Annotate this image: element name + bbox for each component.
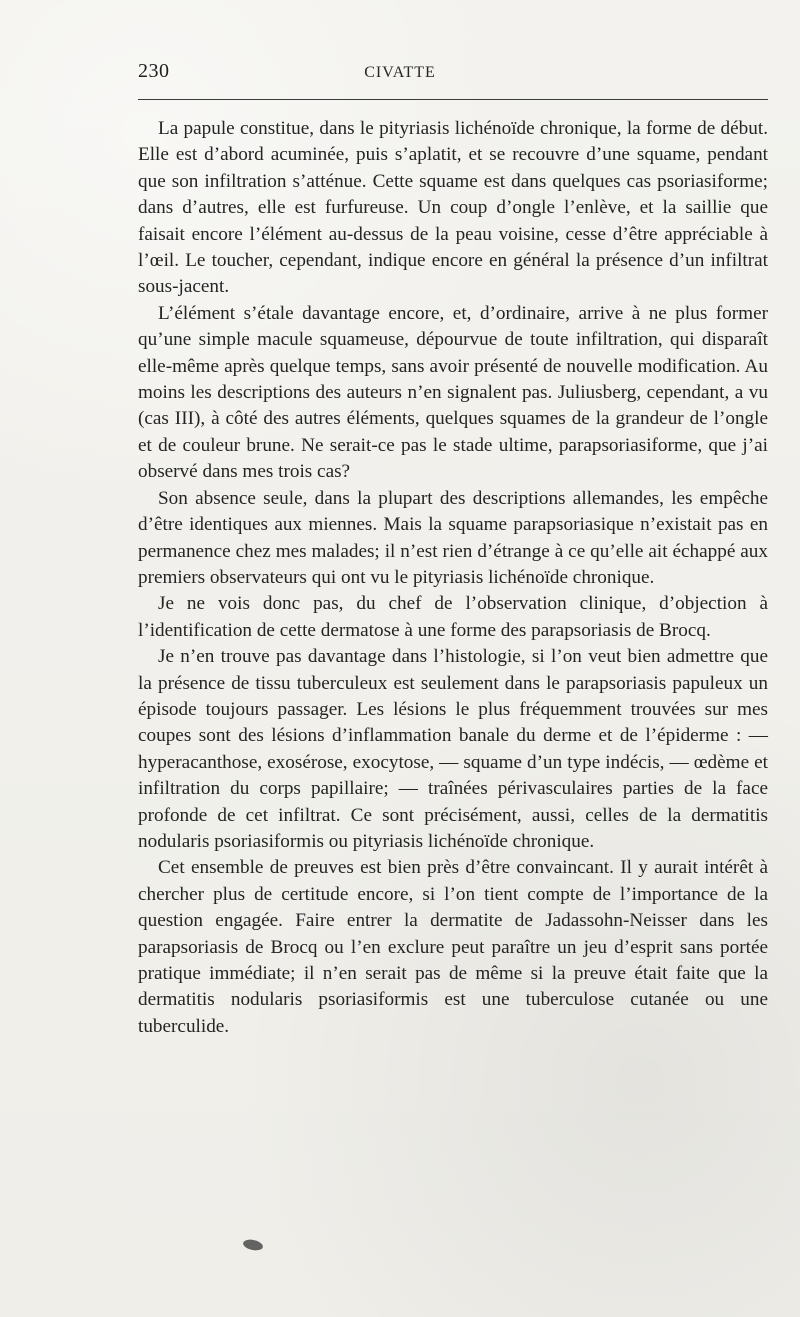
- paragraph: La papule constitue, dans le pityriasis lichénoïde chronique, la forme de début. Elle est d’abord acuminée, puis s’aplatit, et se recouvre d’une squame, pendant que son infiltration s’atténue. Cette squame est dans quelques cas psoriasiforme; dans d’autres, elle est furfureuse. Un coup d’ongle l’enlève, et la saillie que faisait encore l’élément au-dessus de la peau voisine, cesse d’être appréciable à l’œil. Le toucher, cependant, indique encore en général la présence d’un infiltrat sous-jacent.: [138, 118, 768, 298]
- paragraph: Son absence seule, dans la plupart des descriptions allemandes, les empêche d’être identiques aux miennes. Mais la squame parapsoriasique n’existait pas en permanence chez mes malades; il n’est rien d’étrange à ce qu’elle ait échappé aux premiers observateurs qui ont vu le pityriasis lichénoïde chronique.: [138, 487, 768, 588]
- body-text: [138, 116, 768, 1040]
- paragraph: L’élément s’étale davantage encore, et, d’ordinaire, arrive à ne plus former qu’une simple macule squameuse, dépourvue de toute infiltration, qui disparaît elle-même après quelque temps, sans avoir présenté de nouvelle modification. Au moins les descriptions des auteurs n’en signalent pas. Juliusberg, cependant, a vu (cas III), à côté des autres éléments, quelques squames de la grandeur de l’ongle et de couleur brune. Ne serait-ce pas le stade ultime, parapsoriasiforme, que j’ai observé dans mes trois cas?: [138, 302, 768, 483]
- running-header: CIVATTE: [364, 64, 436, 81]
- header-rule: [138, 99, 768, 100]
- ink-mark: [242, 1238, 264, 1252]
- page-number: 230: [138, 60, 170, 82]
- paragraph: Cet ensemble de preuves est bien près d’être convaincant. Il y aurait intérêt à chercher plus de certitude encore, si l’on tient compte de l’importance de la question engagée. Faire entrer la dermatite de Jadassohn-Neisser dans les parapsoriasis de Brocq ou l’en exclure peut paraître un jeu d’esprit sans portée pratique immédiate; il n’en serait pas de même si la preuve était faite que la dermatitis nodularis psoriasiformis est une tuberculose cutanée ou une tuberculide.: [138, 857, 768, 1037]
- paragraph: Je n’en trouve pas davantage dans l’histologie, si l’on veut bien admettre que la présence de tissu tuberculeux est seulement dans le parapsoriasis papuleux un épisode toujours passager. Les lésions le plus fréquemment trouvées sur mes coupes sont des lésions d’inflammation banale du derme et de l’épiderme : — hyperacanthose, exosérose, exocytose, — squame d’un type indécis, — œdème et infiltration du corps papillaire; — traînées périvasculaires parties de la face profonde de cet infiltrat. Ce sont précisément, aussi, celles de la dermatitis nodularis psoriasiformis ou pityriasis lichénoïde chronique.: [138, 646, 768, 852]
- paragraph: Je ne vois donc pas, du chef de l’observation clinique, d’objection à l’identification de cette dermatose à une forme des parapsoriasis de Brocq.: [138, 593, 768, 641]
